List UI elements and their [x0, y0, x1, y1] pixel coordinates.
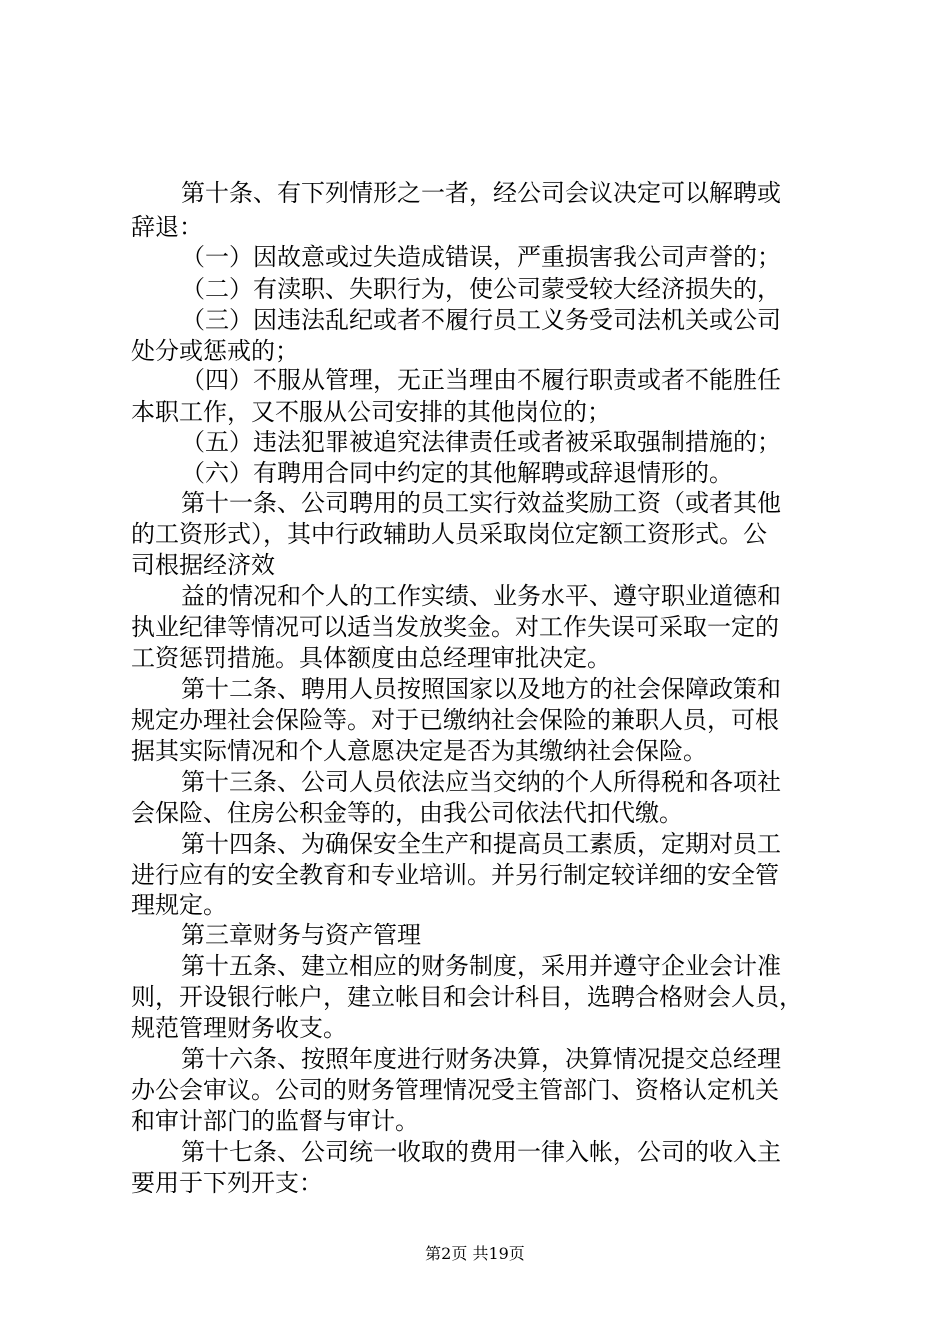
text-line: 要用于下列开支： — [131, 1169, 323, 1197]
text-line: （二）有渎职、失职行为，使公司蒙受较大经济损失的， — [181, 275, 781, 303]
text-line: 办公会审议。公司的财务管理情况受主管部门、资格认定机关 — [131, 1076, 779, 1104]
section-heading: 第三章财务与资产管理 — [181, 921, 421, 949]
text-line: 理规定。 — [131, 891, 227, 919]
text-line: 和审计部门的监督与审计。 — [131, 1107, 419, 1135]
text-line: 第十六条、按照年度进行财务决算，决算情况提交总经理 — [181, 1045, 781, 1073]
text-line: 第十五条、建立相应的财务制度，采用并遵守企业会计准 — [181, 952, 781, 980]
text-line: 辞退： — [131, 213, 203, 241]
text-line: 规范管理财务收支。 — [131, 1014, 347, 1042]
text-line: 第十四条、为确保安全生产和提高员工素质，定期对员工 — [181, 830, 781, 858]
text-line: 第十七条、公司统一收取的费用一律入帐，公司的收入主 — [181, 1138, 781, 1166]
text-line: 本职工作，又不服从公司安排的其他岗位的； — [131, 398, 611, 426]
text-line: （四）不服从管理，无正当理由不履行职责或者不能胜任 — [181, 366, 781, 394]
text-line: 司根据经济效 — [131, 551, 275, 579]
text-line: 第十条、有下列情形之一者，经公司会议决定可以解聘或 — [181, 179, 781, 207]
text-line: 第十一条、公司聘用的员工实行效益奖励工资（或者其他 — [181, 489, 781, 517]
text-line: 第十二条、聘用人员按照国家以及地方的社会保障政策和 — [181, 675, 781, 703]
page-number-footer: 第2页 共19页 — [425, 1244, 525, 1263]
text-line: （三）因违法乱纪或者不履行员工义务受司法机关或公司 — [181, 306, 781, 334]
text-line: 进行应有的安全教育和专业培训。并另行制定较详细的安全管 — [131, 861, 779, 889]
text-line: 据其实际情况和个人意愿决定是否为其缴纳社会保险。 — [131, 737, 707, 765]
text-line: （六）有聘用合同中约定的其他解聘或辞退情形的。 — [181, 459, 733, 487]
text-line: 的工资形式），其中行政辅助人员采取岗位定额工资形式。公 — [131, 520, 767, 548]
text-line: 则，开设银行帐户，建立帐目和会计科目，选聘合格财会人员， — [131, 983, 803, 1011]
text-line: 执业纪律等情况可以适当发放奖金。对工作失误可采取一定的 — [131, 613, 779, 641]
text-line: 工资惩罚措施。具体额度由总经理审批决定。 — [131, 644, 611, 672]
text-line: （五）违法犯罪被追究法律责任或者被采取强制措施的； — [181, 428, 781, 456]
text-line: 处分或惩戒的； — [131, 337, 299, 365]
text-line: 规定办理社会保险等。对于已缴纳社会保险的兼职人员，可根 — [131, 706, 779, 734]
text-line: 第十三条、公司人员依法应当交纳的个人所得税和各项社 — [181, 768, 781, 796]
text-line: （一）因故意或过失造成错误，严重损害我公司声誉的； — [181, 243, 781, 271]
text-line: 会保险、住房公积金等的，由我公司依法代扣代缴。 — [131, 799, 683, 827]
text-line: 益的情况和个人的工作实绩、业务水平、遵守职业道德和 — [181, 582, 781, 610]
